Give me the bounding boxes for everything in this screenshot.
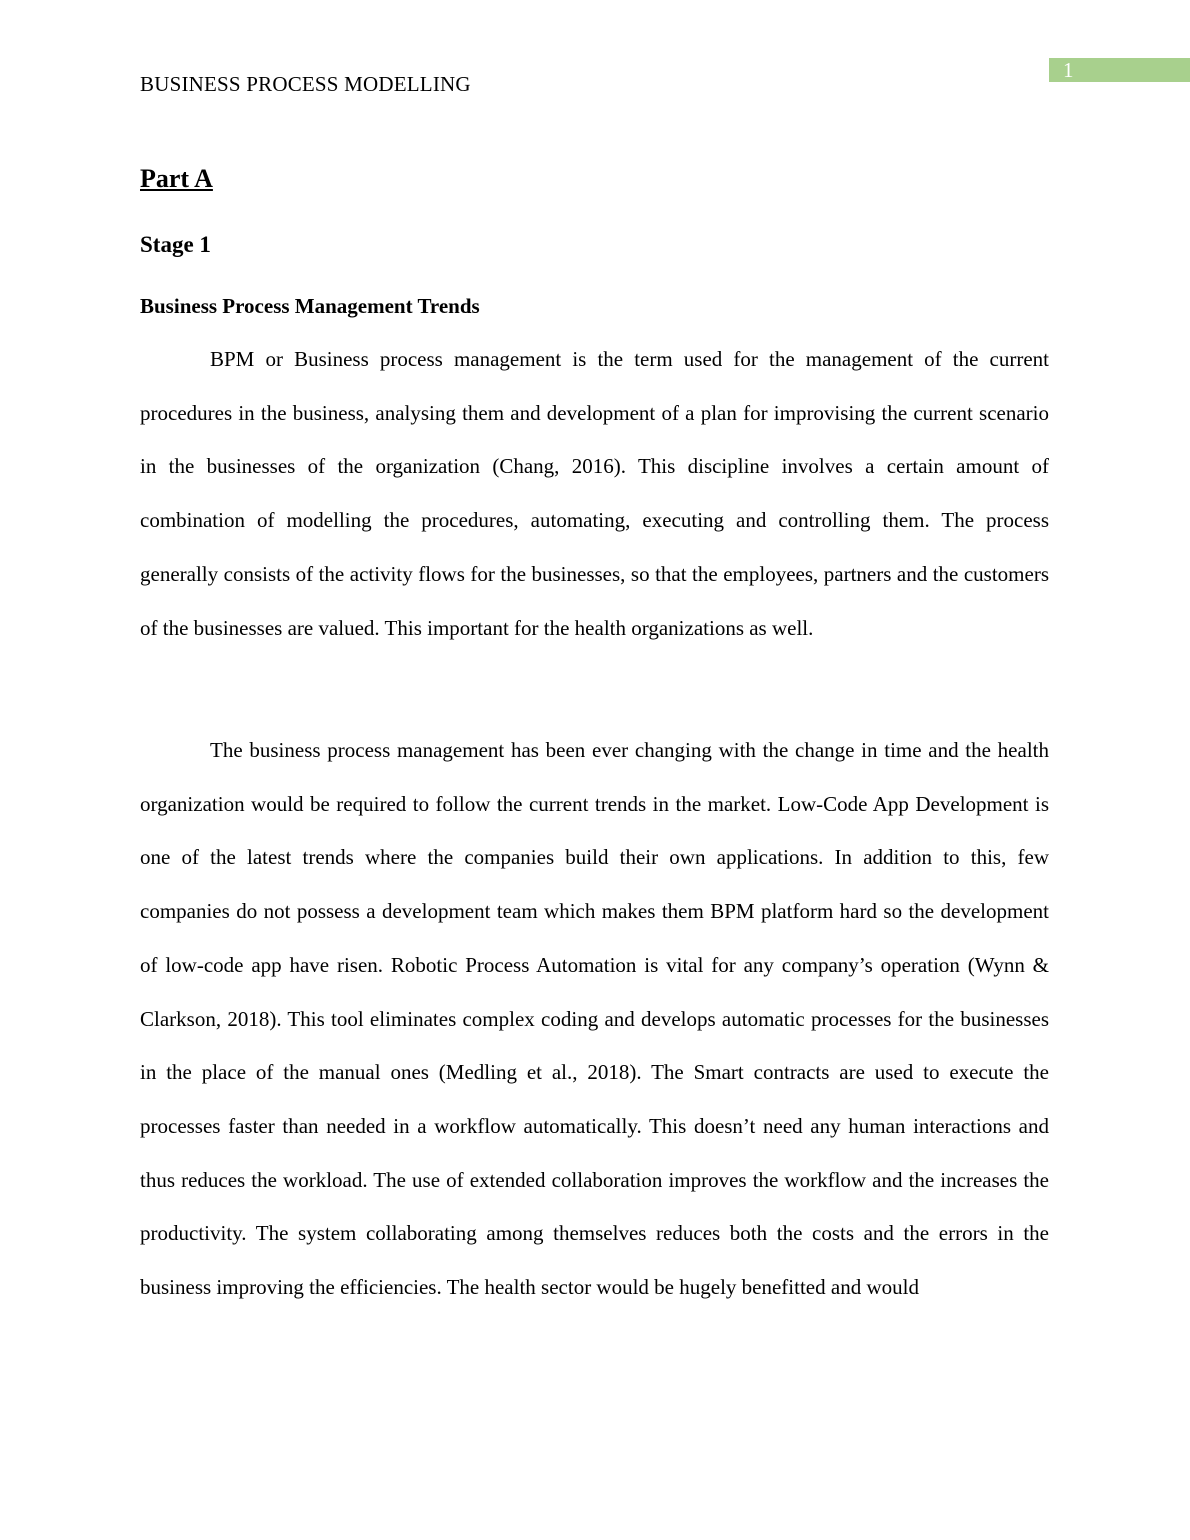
page-number-bar [1049,58,1190,82]
stage-heading: Stage 1 [140,232,211,257]
running-head: BUSINESS PROCESS MODELLING [140,72,471,96]
section-heading: Business Process Management Trends [140,294,480,318]
body-paragraph: The business process management has been ever changing with the change in time and the health organization would be required to follow the current trends in the market. Low-Code App Development is one of the latest trends where the companies build their own applications. In addition to this, few companies do not possess a development team which makes them BPM platform hard so the development of low-code app have risen. Robotic Process Automation is vital for any company’s operation (Wynn & Clarkson, 2018). This tool eliminates complex coding and develops automatic processes for the businesses in the place of the manual ones (Medling et al., 2018). The Smart contracts are used to execute the processes faster than needed in a workflow automatically. This doesn’t need any human interactions and thus reduces the workload. The use of extended collaboration improves the workflow and the increases the productivity. The system collaborating among themselves reduces both the costs and the errors in the business improving the efficiencies. The health sector would be hugely benefitted and would [140,738,1049,1300]
page-number: 1 [1063,58,1074,82]
part-heading: Part A [140,164,213,193]
body-paragraph: BPM or Business process management is the term used for the management of the current procedures in the business, analysing them and development of a plan for improvising the current scenario in the businesses of the organization (Chang, 2016). This discipline involves a certain amount of combination of modelling the procedures, automating, executing and controlling them. The process generally consists of the activity flows for the businesses, so that the employees, partners and the customers of the businesses are valued. This important for the health organizations as well. [140,347,1049,640]
